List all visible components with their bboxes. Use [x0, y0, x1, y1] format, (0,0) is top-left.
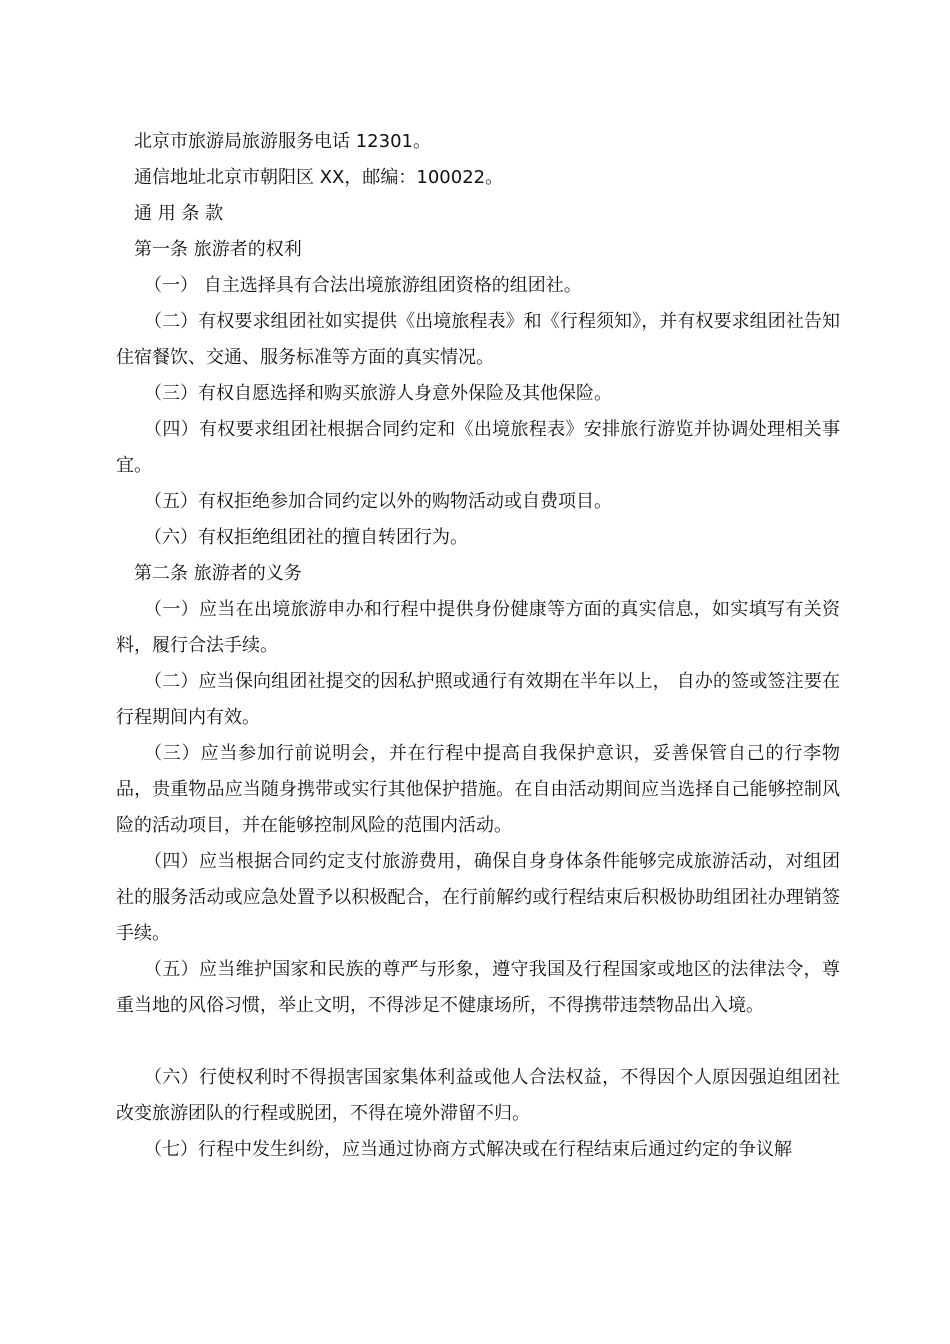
- article-1-item-3: （三）有权自愿选择和购买旅游人身意外保险及其他保险。: [144, 383, 612, 404]
- article-2-item-4: （四）应当根据合同约定支付旅游费用，确保自身身体条件能够完成旅游活动，对组团社的服务活动或应急处置予以积极配合，在行前解约或行程结束后积极协助组团社办理销签手续。: [116, 851, 840, 944]
- article-1-item-2: （二）有权要求组团社如实提供《出境旅程表》和《行程须知》，并有权要求组团社告知住宿餐饮、交通、服务标准等方面的真实情况。: [116, 311, 840, 368]
- article-1-item-6: （六）有权拒绝组团社的擅自转团行为。: [144, 527, 468, 548]
- article-2-item-5: （五）应当维护国家和民族的尊严与形象，遵守我国及行程国家或地区的法律法令，尊重当地的风俗习惯，举止文明，不得涉足不健康场所，不得携带违禁物品出入境。: [116, 959, 840, 1016]
- document-body: [116, 124, 840, 1168]
- article-1-item-4: （四）有权要求组团社根据合同约定和《出境旅程表》安排旅行游览并协调处理相关事宜。: [116, 419, 840, 476]
- article-1-item-1: （一） 自主选择具有合法出境旅游组团资格的组团社。: [144, 275, 582, 296]
- article-2-item-3: （三）应当参加行前说明会，并在行程中提高自我保护意识，妥善保管自己的行李物品，贵重物品应当随身携带或实行其他保护措施。在自由活动期间应当选择自己能够控制风险的活动项目，并在能够控制风险的范围内活动。: [116, 743, 840, 836]
- section-heading: 通 用 条 款: [134, 203, 224, 224]
- article-2-heading: 第二条 旅游者的义务: [134, 563, 302, 584]
- contact-phone-line: 北京市旅游局旅游服务电话 12301。: [134, 131, 431, 152]
- contact-address-line: 通信地址北京市朝阳区 XX，邮编：100022。: [134, 167, 504, 188]
- article-2-item-7: （七）行程中发生纠纷，应当通过协商方式解决或在行程结束后通过约定的争议解: [144, 1139, 792, 1160]
- article-1-heading: 第一条 旅游者的权利: [134, 239, 302, 260]
- article-1-item-5: （五）有权拒绝参加合同约定以外的购物活动或自费项目。: [144, 491, 612, 512]
- article-2-item-6: （六）行使权利时不得损害国家集体利益或他人合法权益，不得因个人原因强迫组团社改变旅游团队的行程或脱团，不得在境外滞留不归。: [116, 1067, 840, 1124]
- article-2-item-2: （二）应当保向组团社提交的因私护照或通行有效期在半年以上， 自办的签或签注要在行程期间内有效。: [116, 671, 840, 728]
- article-2-item-1: （一）应当在出境旅游申办和行程中提供身份健康等方面的真实信息，如实填写有关资料，履行合法手续。: [116, 599, 840, 656]
- paragraph-gap: [116, 1024, 840, 1060]
